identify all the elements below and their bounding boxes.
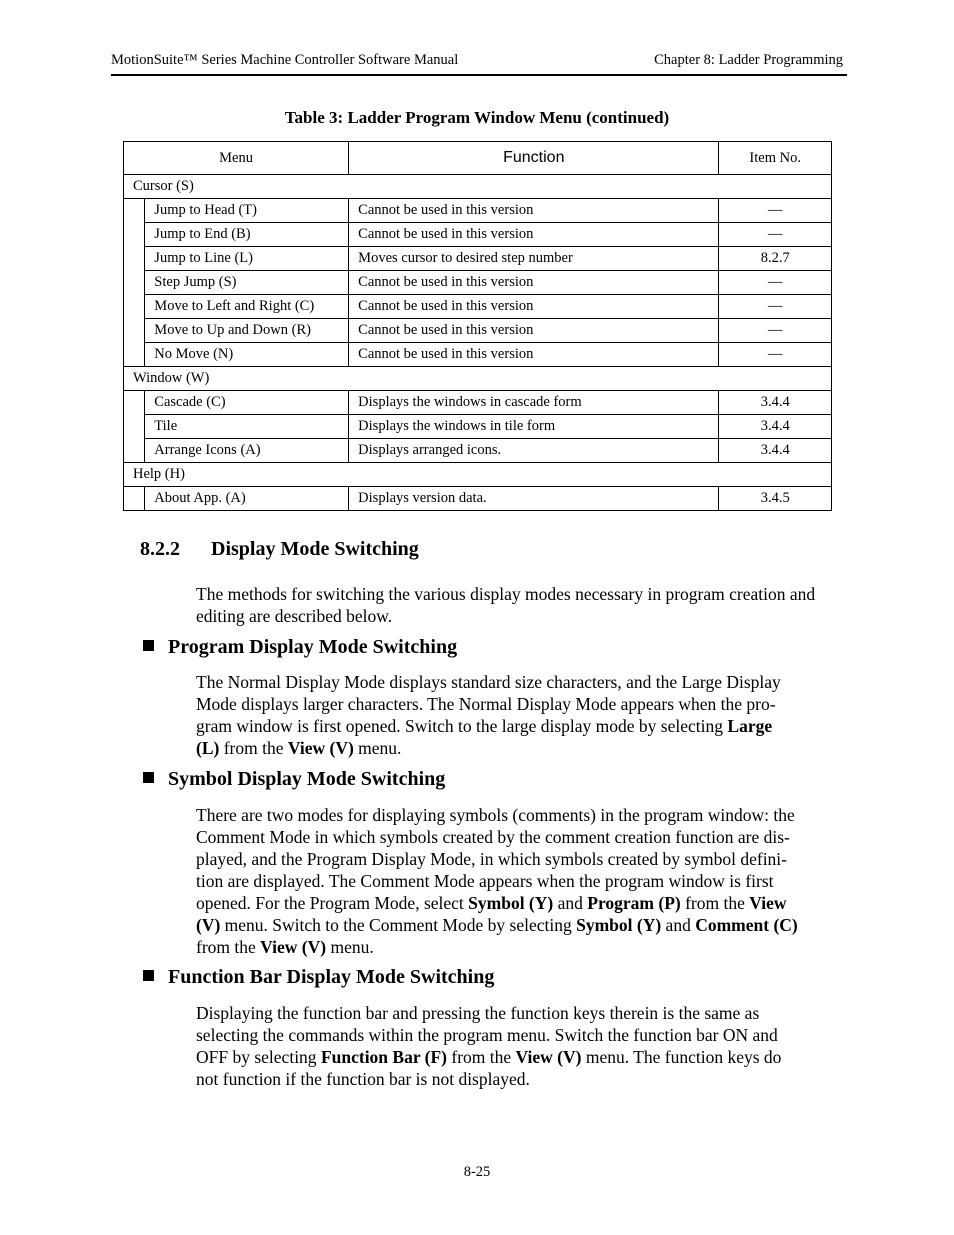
- item-no-cell: 3.4.4: [719, 439, 832, 463]
- column-header-item-no: Item No.: [719, 142, 832, 175]
- subsection-body-program-display: [196, 671, 844, 759]
- text-segment: Comment Mode in which symbols created by the comment creation function are dis-: [196, 827, 790, 847]
- text-segment: from the: [447, 1047, 516, 1067]
- bold-text: (L): [196, 738, 220, 758]
- text-segment: not function if the function bar is not displayed.: [196, 1069, 530, 1089]
- menu-item-cell: Move to Up and Down (R): [145, 319, 349, 343]
- table-row: [124, 271, 832, 295]
- menu-group-label: Cursor (S): [124, 175, 832, 199]
- bold-text: Program (P): [587, 893, 681, 913]
- table-row: [124, 319, 832, 343]
- menu-item-cell: Step Jump (S): [145, 271, 349, 295]
- bold-text: Comment (C): [695, 915, 798, 935]
- page-number: 8-25: [463, 1164, 491, 1180]
- table-row: [124, 295, 832, 319]
- text-segment: from the: [196, 937, 261, 957]
- subsection-body-function-bar: [196, 1002, 844, 1090]
- function-cell: Cannot be used in this version: [349, 295, 719, 319]
- text-segment: menu. Switch to the Comment Mode by selecting: [220, 915, 577, 935]
- text-segment: Mode displays larger characters. The Normal Display Mode appears when the pro-: [196, 694, 776, 714]
- section-intro: The methods for switching the various display modes necessary in program creation and editing are described below.: [196, 584, 816, 626]
- bold-text: Function Bar (F): [320, 1047, 448, 1067]
- bold-text: View: [749, 893, 787, 913]
- text-segment: from the: [680, 893, 750, 913]
- text-segment: played, and the Program Display Mode, in which symbols created by symbol defini-: [196, 849, 787, 869]
- section-number: 8.2.2: [140, 538, 180, 560]
- table-title: Table 3: Ladder Program Window Menu (continued): [284, 108, 670, 127]
- subsection-body-symbol-display: [196, 804, 844, 958]
- table-row: [124, 199, 832, 223]
- square-bullet-icon: [143, 772, 154, 783]
- text-segment: menu.: [326, 937, 374, 957]
- item-no-cell: —: [719, 223, 832, 247]
- text-segment: opened. For the Program Mode, select: [196, 893, 469, 913]
- function-cell: Cannot be used in this version: [349, 343, 719, 367]
- table-row: [124, 487, 832, 511]
- item-no-cell: 3.4.4: [719, 391, 832, 415]
- text-segment: from the: [219, 738, 288, 758]
- text-segment: menu.: [353, 738, 402, 758]
- text-segment: There are two modes for displaying symbols (comments) in the program window: the: [196, 805, 795, 825]
- section-title: Display Mode Switching: [211, 538, 419, 560]
- table-header-row: [124, 142, 832, 175]
- function-cell: Displays arranged icons.: [349, 439, 719, 463]
- bold-text: (V): [196, 915, 221, 935]
- menu-item-cell: Tile: [145, 415, 349, 439]
- subsection-title: Function Bar Display Mode Switching: [168, 966, 495, 988]
- text-segment: menu. The function keys do: [581, 1047, 782, 1067]
- text-segment: OFF by selecting: [196, 1047, 321, 1067]
- bold-text: View (V): [287, 738, 354, 758]
- text-segment: and: [661, 915, 696, 935]
- column-header-function: Function: [349, 142, 719, 175]
- item-no-cell: 8.2.7: [719, 247, 832, 271]
- text-segment: gram window is first opened. Switch to the large display mode by selecting: [196, 716, 728, 736]
- table-row: [124, 223, 832, 247]
- menu-item-cell: Move to Left and Right (C): [145, 295, 349, 319]
- menu-item-cell: No Move (N): [145, 343, 349, 367]
- square-bullet-icon: [143, 970, 154, 981]
- item-no-cell: 3.4.4: [719, 415, 832, 439]
- table-row: [124, 247, 832, 271]
- function-cell: Cannot be used in this version: [349, 223, 719, 247]
- menu-group-row: [124, 367, 832, 391]
- bold-text: Symbol (Y): [576, 915, 662, 935]
- function-cell: Cannot be used in this version: [349, 319, 719, 343]
- item-no-cell: —: [719, 199, 832, 223]
- subsection-title: Program Display Mode Switching: [168, 636, 458, 658]
- item-no-cell: —: [719, 343, 832, 367]
- menu-group-label: Help (H): [124, 463, 832, 487]
- indent-cell: [124, 199, 145, 367]
- item-no-cell: —: [719, 271, 832, 295]
- column-header-menu: Menu: [124, 142, 349, 175]
- menu-item-cell: Cascade (C): [145, 391, 349, 415]
- menu-group-label: Window (W): [124, 367, 832, 391]
- square-bullet-icon: [143, 640, 154, 651]
- bold-text: Large: [727, 716, 773, 736]
- function-cell: Cannot be used in this version: [349, 271, 719, 295]
- subsection-heading-program-display: [143, 636, 457, 659]
- text-segment: and: [553, 893, 588, 913]
- table-row: [124, 415, 832, 439]
- item-no-cell: —: [719, 319, 832, 343]
- function-cell: Displays version data.: [349, 487, 719, 511]
- item-no-cell: —: [719, 295, 832, 319]
- menu-item-cell: About App. (A): [145, 487, 349, 511]
- function-cell: Displays the windows in tile form: [349, 415, 719, 439]
- menu-group-row: [124, 175, 832, 199]
- chapter-title: Chapter 8: Ladder Programming: [654, 52, 843, 68]
- text-segment: Displaying the function bar and pressing the function keys therein is the same as: [196, 1003, 760, 1023]
- text-segment: tion are displayed. The Comment Mode appears when the program window is first: [196, 871, 774, 891]
- table-row: [124, 391, 832, 415]
- subsection-heading-function-bar: [143, 966, 494, 989]
- menu-item-cell: Jump to Head (T): [145, 199, 349, 223]
- subsection-title: Symbol Display Mode Switching: [168, 768, 446, 790]
- function-cell: Moves cursor to desired step number: [349, 247, 719, 271]
- function-cell: Cannot be used in this version: [349, 199, 719, 223]
- text-segment: selecting the commands within the program menu. Switch the function bar ON and: [196, 1025, 778, 1045]
- bold-text: View (V): [515, 1047, 582, 1067]
- menu-item-cell: Jump to Line (L): [145, 247, 349, 271]
- subsection-heading-symbol-display: [143, 768, 445, 791]
- function-cell: Displays the windows in cascade form: [349, 391, 719, 415]
- indent-cell: [124, 487, 145, 511]
- indent-cell: [124, 391, 145, 463]
- menu-table: [123, 141, 832, 511]
- section-heading: [140, 538, 419, 561]
- menu-item-cell: Arrange Icons (A): [145, 439, 349, 463]
- table-row: [124, 343, 832, 367]
- menu-table-body: [124, 142, 832, 511]
- bold-text: Symbol (Y): [468, 893, 554, 913]
- text-segment: The Normal Display Mode displays standard size characters, and the Large Display: [196, 672, 781, 692]
- page-header: [111, 52, 847, 76]
- menu-group-row: [124, 463, 832, 487]
- item-no-cell: 3.4.5: [719, 487, 832, 511]
- menu-item-cell: Jump to End (B): [145, 223, 349, 247]
- table-row: [124, 439, 832, 463]
- bold-text: View (V): [260, 937, 327, 957]
- manual-title: MotionSuite™ Series Machine Controller Software Manual: [111, 52, 459, 68]
